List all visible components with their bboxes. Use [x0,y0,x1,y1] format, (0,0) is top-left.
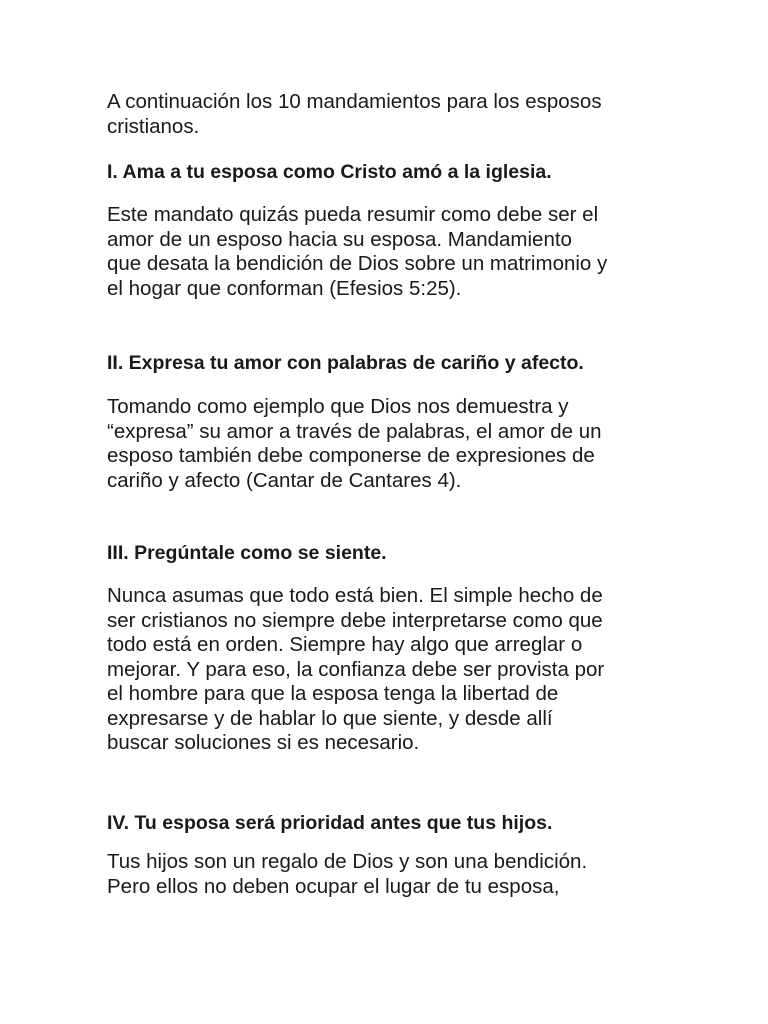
intro-line: cristianos. [107,114,200,138]
body-line: el hombre para que la esposa tenga la libertad de [107,682,559,705]
section-heading: II. Expresa tu amor con palabras de cariño y afecto. [107,352,584,374]
body-line: que desata la bendición de Dios sobre un matrimonio y [107,252,608,275]
body-line: todo está en orden. Siempre hay algo que arreglar o [107,633,583,656]
body-line: “expresa” su amor a través de palabras, el amor de un [107,419,602,443]
body-line: esposo también debe componerse de expresiones de [107,444,595,467]
section-2-body [107,395,602,493]
section-3 [107,541,387,566]
body-line: Este mandato quizás pueda resumir como debe ser el [107,203,599,226]
body-line: mejorar. Y para eso, la confianza debe ser provista por [107,657,605,681]
body-line: Nunca asumas que todo está bien. El simple hecho de [107,584,603,607]
body-line: ser cristianos no siempre debe interpretarse como que [107,608,603,632]
body-line: buscar soluciones si es necesario. [107,731,420,754]
section-heading: III. Pregúntale como se siente. [107,542,387,564]
intro-line: A continuación los 10 mandamientos para los esposos [107,90,602,113]
body-line: Tomando como ejemplo que Dios nos demuestra y [107,395,569,418]
body-line: expresarse y de hablar lo que siente, y desde allí [107,706,553,730]
section-4 [107,811,552,836]
section-heading: IV. Tu esposa será prioridad antes que tus hijos. [107,812,553,834]
section-3-body [107,584,604,756]
section-2 [107,351,584,376]
body-line: cariño y afecto (Cantar de Cantares 4). [107,468,462,492]
body-line: Tus hijos son un regalo de Dios y son una bendición. [107,850,588,873]
body-line: Pero ellos no deben ocupar el lugar de tu esposa, [107,874,560,898]
section-1 [107,160,552,185]
section-1-body [107,203,607,301]
body-line: amor de un esposo hacia su esposa. Mandamiento [107,227,572,251]
section-4-body [107,850,587,899]
body-line: el hogar que conforman (Efesios 5:25). [107,276,462,300]
section-heading: I. Ama a tu esposa como Cristo amó a la iglesia. [107,161,552,183]
intro-paragraph [107,90,602,139]
